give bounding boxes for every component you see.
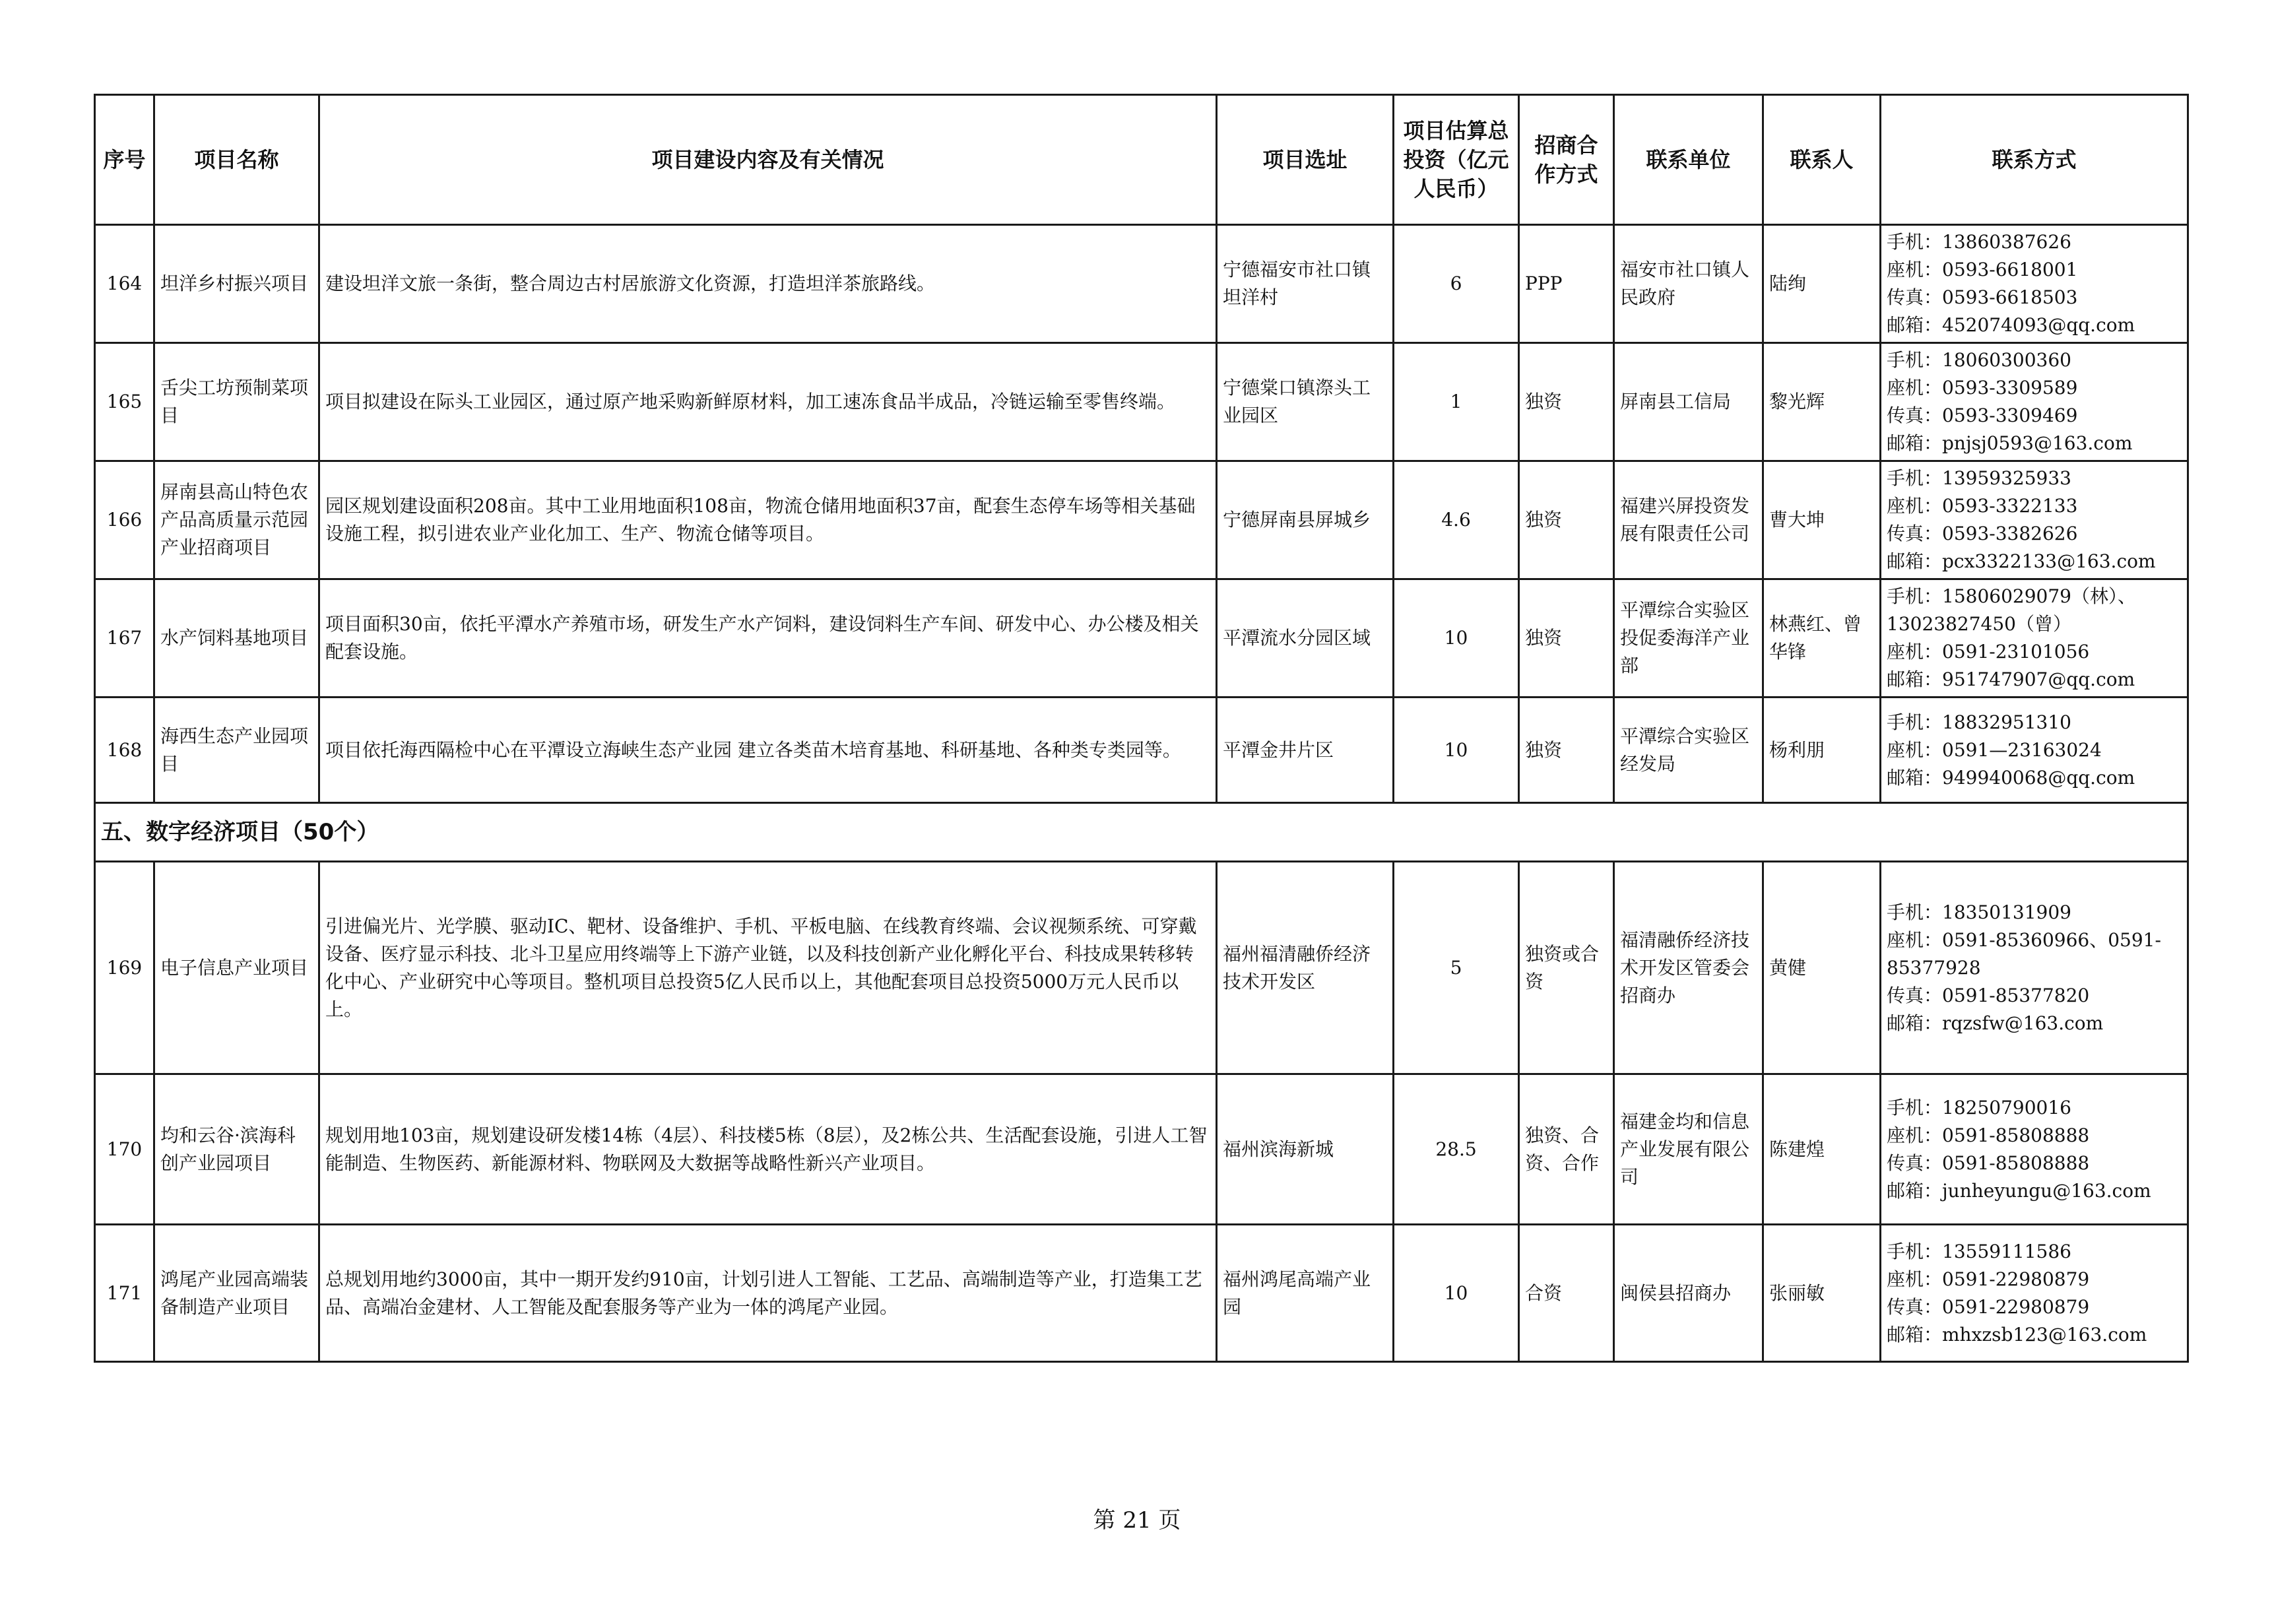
contact-line: 手机：15806029079（林）、 xyxy=(1887,585,2136,607)
row-name: 海西生态产业园项目 xyxy=(154,698,319,803)
contact-line: 邮箱：rqzsfw@163.com xyxy=(1887,1012,2104,1034)
row-location: 宁德屏南县屏城乡 xyxy=(1217,461,1394,579)
page-number: 第 21 页 xyxy=(1093,1507,1181,1534)
row-location: 福州福清融侨经济技术开发区 xyxy=(1217,862,1394,1074)
header-location: 项目选址 xyxy=(1217,95,1394,225)
row-investment: 6 xyxy=(1394,225,1519,343)
table-row xyxy=(95,1074,2188,1225)
table-row xyxy=(95,461,2188,579)
contact-line: 邮箱：949940068@qq.com xyxy=(1887,766,2135,789)
header-content: 项目建设内容及有关情况 xyxy=(319,95,1217,225)
row-content: 规划用地103亩，规划建设研发楼14栋（4层）、科技楼5栋（8层），及2栋公共、生活配套设施，引进人工智能制造、生物医药、新能源材料、物联网及大数据等战略性新兴产业项目。 xyxy=(319,1074,1217,1225)
row-content: 项目拟建设在际头工业园区，通过原产地采购新鲜原材料，加工速冻食品半成品，冷链运输至零售终端。 xyxy=(319,343,1217,461)
row-investment: 28.5 xyxy=(1394,1074,1519,1225)
row-investment: 4.6 xyxy=(1394,461,1519,579)
row-unit: 屏南县工信局 xyxy=(1614,343,1763,461)
contact-line: 手机：18832951310 xyxy=(1887,711,2071,733)
row-content: 建设坦洋文旅一条街，整合周边古村居旅游文化资源，打造坦洋茶旅路线。 xyxy=(319,225,1217,343)
row-investment: 5 xyxy=(1394,862,1519,1074)
row-content: 园区规划建设面积208亩。其中工业用地面积108亩，物流仓储用地面积37亩，配套生态停车场等相关基础设施工程，拟引进农业产业化加工、生产、物流仓储等项目。 xyxy=(319,461,1217,579)
row-location: 宁德福安市社口镇坦洋村 xyxy=(1217,225,1394,343)
row-seq: 169 xyxy=(95,862,154,1074)
row-unit: 福建兴屏投资发展有限责任公司 xyxy=(1614,461,1763,579)
row-person: 杨利朋 xyxy=(1763,698,1881,803)
contact-line: 13023827450（曾） xyxy=(1887,613,2071,635)
row-coop: 独资 xyxy=(1519,579,1614,698)
header-row xyxy=(95,95,2188,225)
row-coop: 独资 xyxy=(1519,461,1614,579)
row-investment: 10 xyxy=(1394,579,1519,698)
row-seq: 171 xyxy=(95,1225,154,1362)
row-seq: 167 xyxy=(95,579,154,698)
row-name: 电子信息产业项目 xyxy=(154,862,319,1074)
row-coop: PPP xyxy=(1519,225,1614,343)
table-row xyxy=(95,862,2188,1074)
contact-line: 手机：18350131909 xyxy=(1887,901,2071,923)
table-row xyxy=(95,225,2188,343)
row-content: 项目依托海西隔检中心在平潭设立海峡生态产业园 建立各类苗木培育基地、科研基地、各种类专类园等。 xyxy=(319,698,1217,803)
contact-line: 85377928 xyxy=(1887,956,1981,979)
header-name: 项目名称 xyxy=(154,95,319,225)
row-person: 陈建煌 xyxy=(1763,1074,1881,1225)
row-content: 项目面积30亩，依托平潭水产养殖市场，研发生产水产饲料，建设饲料生产车间、研发中心、办公楼及相关配套设施。 xyxy=(319,579,1217,698)
row-investment: 10 xyxy=(1394,1225,1519,1362)
row-person: 林燕红、曾华锋 xyxy=(1763,579,1881,698)
row-name: 坦洋乡村振兴项目 xyxy=(154,225,319,343)
row-investment: 10 xyxy=(1394,698,1519,803)
row-unit: 闽侯县招商办 xyxy=(1614,1225,1763,1362)
row-coop: 独资、合资、合作 xyxy=(1519,1074,1614,1225)
row-person: 张丽敏 xyxy=(1763,1225,1881,1362)
header-seq: 序号 xyxy=(95,95,154,225)
contact-line: 邮箱：452074093@qq.com xyxy=(1887,314,2135,336)
contact-line: 手机：13860387626 xyxy=(1887,231,2071,253)
row-name: 舌尖工坊预制菜项目 xyxy=(154,343,319,461)
row-unit: 福安市社口镇人民政府 xyxy=(1614,225,1763,343)
row-location: 宁德棠口镇漈头工业园区 xyxy=(1217,343,1394,461)
row-seq: 168 xyxy=(95,698,154,803)
row-seq: 164 xyxy=(95,225,154,343)
row-seq: 170 xyxy=(95,1074,154,1225)
row-unit: 平潭综合实验区投促委海洋产业部 xyxy=(1614,579,1763,698)
contact-line: 座机：0591-22980879 xyxy=(1887,1268,2090,1290)
contact-line: 邮箱：951747907@qq.com xyxy=(1887,668,2135,690)
table-row xyxy=(95,579,2188,698)
table-row xyxy=(95,698,2188,803)
contact-line: 传真：0593-3382626 xyxy=(1887,523,2078,544)
row-location: 平潭流水分园区域 xyxy=(1217,579,1394,698)
contact-line: 座机：0593-3322133 xyxy=(1887,495,2078,517)
header-coop: 招商合作方式 xyxy=(1519,95,1614,225)
row-contact xyxy=(1881,1074,2188,1225)
row-location: 福州鸿尾高端产业园 xyxy=(1217,1225,1394,1362)
contact-line: 邮箱：pcx3322133@163.com xyxy=(1887,550,2156,572)
contact-line: 传真：0593-3309469 xyxy=(1887,405,2078,426)
row-unit: 福清融侨经济技术开发区管委会招商办 xyxy=(1614,862,1763,1074)
contact-line: 座机：0591-85360966、0591- xyxy=(1887,928,2161,951)
row-contact xyxy=(1881,579,2188,698)
contact-line: 传真：0591-85377820 xyxy=(1887,984,2090,1006)
section-body xyxy=(95,803,2188,862)
row-unit: 平潭综合实验区经发局 xyxy=(1614,698,1763,803)
row-unit: 福建金均和信息产业发展有限公司 xyxy=(1614,1074,1763,1225)
contact-line: 传真：0591-85808888 xyxy=(1887,1152,2090,1174)
contact-line: 邮箱：mhxzsb123@163.com xyxy=(1887,1323,2147,1346)
row-contact xyxy=(1881,225,2188,343)
row-coop: 独资或合资 xyxy=(1519,862,1614,1074)
row-coop: 合资 xyxy=(1519,1225,1614,1362)
row-name: 水产饲料基地项目 xyxy=(154,579,319,698)
row-content: 总规划用地约3000亩，其中一期开发约910亩，计划引进人工智能、工艺品、高端制造等产业，打造集工艺品、高端冶金建材、人工智能及配套服务等产业为一体的鸿尾产业园。 xyxy=(319,1225,1217,1362)
row-person: 黄健 xyxy=(1763,862,1881,1074)
row-person: 黎光辉 xyxy=(1763,343,1881,461)
row-seq: 165 xyxy=(95,343,154,461)
contact-line: 手机：13559111586 xyxy=(1887,1240,2071,1262)
section-title: 五、数字经济项目（50个） xyxy=(95,803,2188,862)
header-contact: 联系方式 xyxy=(1881,95,2188,225)
row-contact xyxy=(1881,1225,2188,1362)
row-seq: 166 xyxy=(95,461,154,579)
contact-line: 手机：13959325933 xyxy=(1887,467,2071,489)
row-contact xyxy=(1881,698,2188,803)
header-unit: 联系单位 xyxy=(1614,95,1763,225)
project-table xyxy=(94,94,2189,1363)
contact-line: 座机：0591-85808888 xyxy=(1887,1124,2090,1146)
contact-line: 传真：0591-22980879 xyxy=(1887,1295,2090,1318)
table-row xyxy=(95,343,2188,461)
contact-line: 座机：0593-3309589 xyxy=(1887,377,2078,399)
contact-line: 邮箱：pnjsj0593@163.com xyxy=(1887,432,2133,454)
row-content: 引进偏光片、光学膜、驱动IC、靶材、设备维护、手机、平板电脑、在线教育终端、会议视频系统、可穿戴设备、医疗显示科技、北斗卫星应用终端等上下游产业链，以及科技创新产业化孵化平台、科技成果转移转化中心、产业研究中心等项目。整机项目总投资5亿人民币以上，其他配套项目总投资5000万元人民币以上。 xyxy=(319,862,1217,1074)
contact-line: 手机：18250790016 xyxy=(1887,1096,2071,1119)
table-row xyxy=(95,1225,2188,1362)
row-person: 曹大坤 xyxy=(1763,461,1881,579)
contact-line: 座机：0591—23163024 xyxy=(1887,738,2102,761)
row-contact xyxy=(1881,461,2188,579)
header-investment: 项目估算总投资（亿元人民币） xyxy=(1394,95,1519,225)
row-coop: 独资 xyxy=(1519,698,1614,803)
row-name: 均和云谷·滨海科创产业园项目 xyxy=(154,1074,319,1225)
table-body-part-2 xyxy=(95,862,2188,1362)
section-row xyxy=(95,803,2188,862)
contact-line: 座机：0591-23101056 xyxy=(1887,641,2090,663)
row-name: 鸿尾产业园高端装备制造产业项目 xyxy=(154,1225,319,1362)
header-person: 联系人 xyxy=(1763,95,1881,225)
row-contact xyxy=(1881,343,2188,461)
row-investment: 1 xyxy=(1394,343,1519,461)
contact-line: 传真：0593-6618503 xyxy=(1887,286,2078,308)
contact-line: 手机：18060300360 xyxy=(1887,349,2071,371)
row-person: 陆绚 xyxy=(1763,225,1881,343)
row-contact xyxy=(1881,862,2188,1074)
contact-line: 座机：0593-6618001 xyxy=(1887,259,2078,280)
table-body-part-1 xyxy=(95,225,2188,803)
row-name: 屏南县高山特色农产品高质量示范园产业招商项目 xyxy=(154,461,319,579)
row-coop: 独资 xyxy=(1519,343,1614,461)
row-location: 平潭金井片区 xyxy=(1217,698,1394,803)
row-location: 福州滨海新城 xyxy=(1217,1074,1394,1225)
contact-line: 邮箱：junheyungu@163.com xyxy=(1887,1179,2151,1202)
